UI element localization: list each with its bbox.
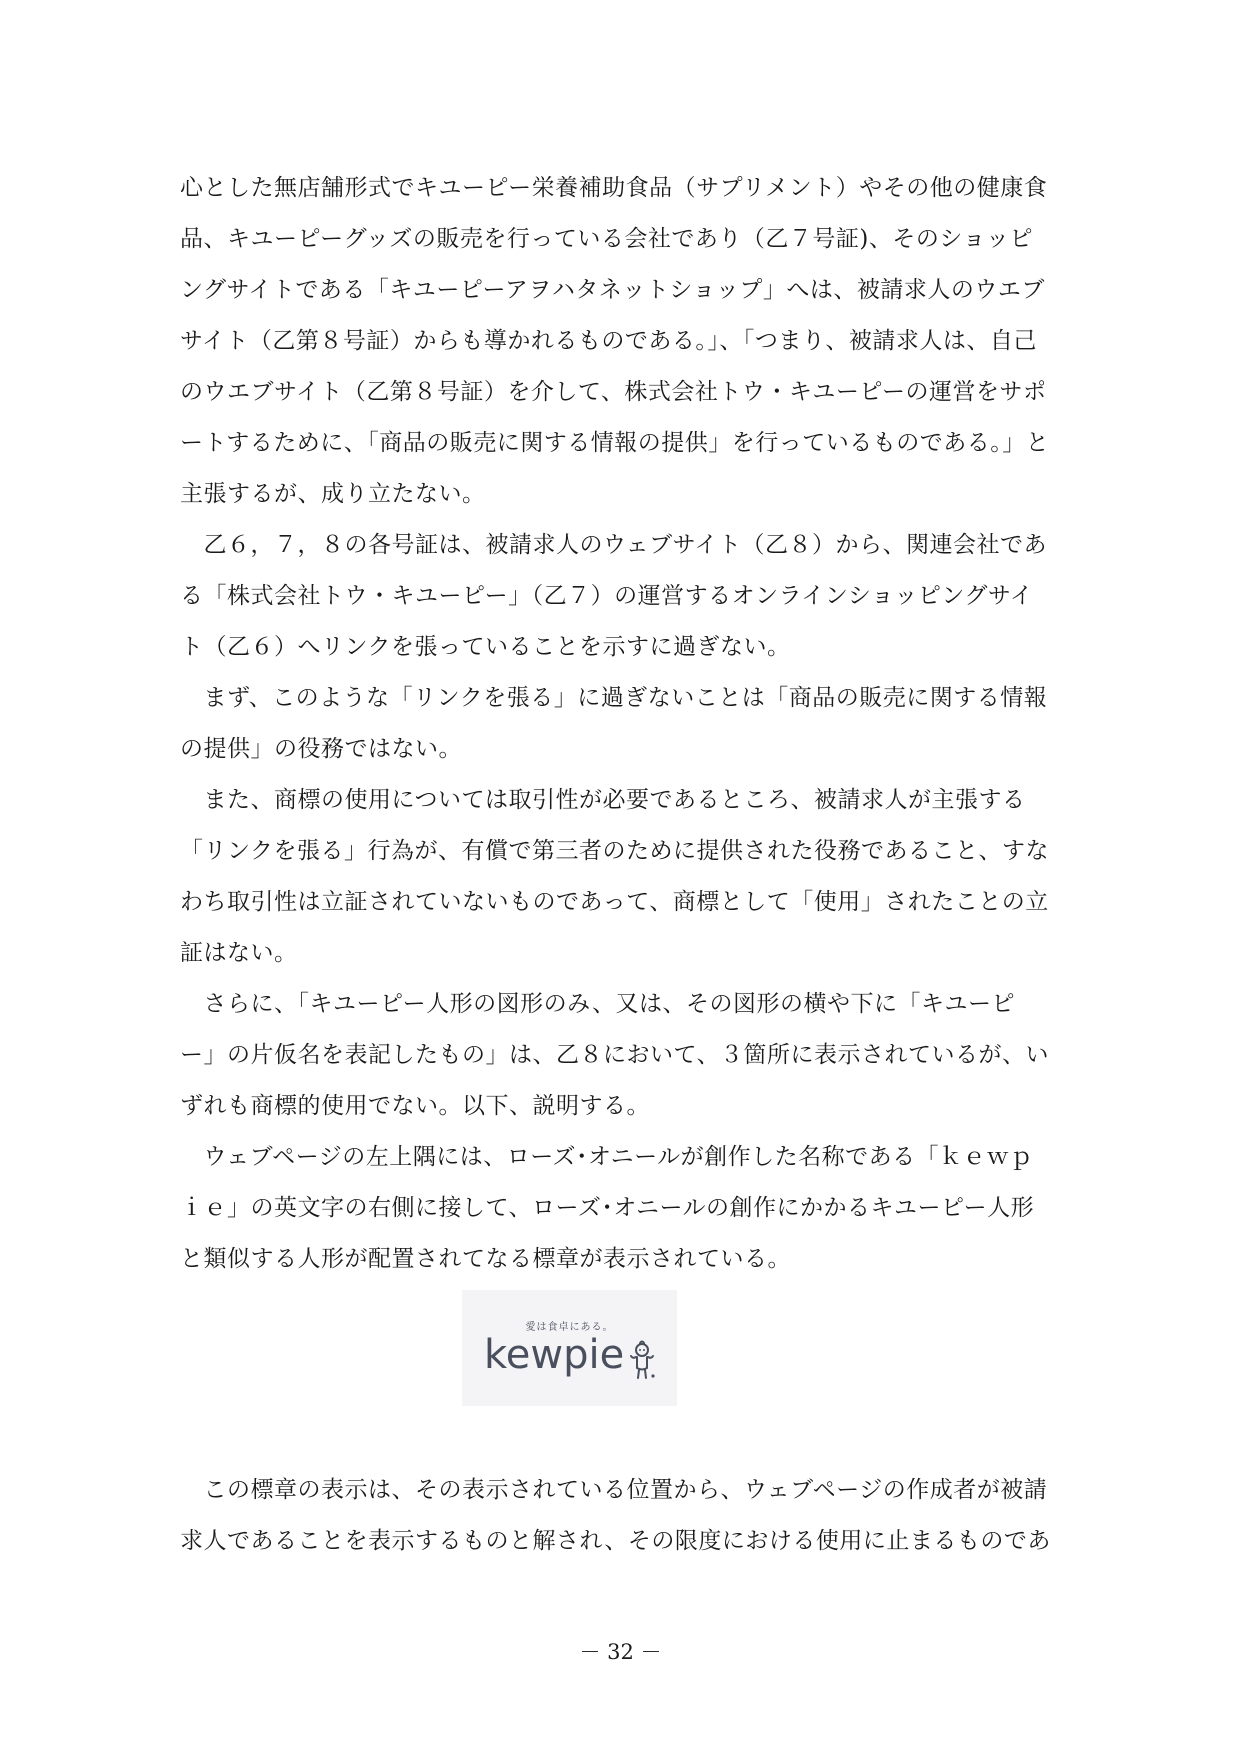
text-line: の提供」の役務ではない。 [180, 736, 462, 762]
text-line: 証はない。 [180, 940, 298, 966]
text-line: 主張するが、成り立たない。 [180, 481, 486, 507]
kewpie-doll-icon [628, 1340, 656, 1382]
text-line: さらに、「キユーピー人形の図形のみ、又は、その図形の横や下に「キユーピ [180, 991, 1015, 1017]
text-line: 求人であることを表示するものと解され、その限度における使用に止まるものであ [180, 1528, 1051, 1554]
text-line: 「リンクを張る」行為が、有償で第三者のために提供された役務であること、すな [180, 838, 1050, 864]
text-line: ｉｅ」の英文字の右側に接して、ローズ･オニールの創作にかかるキユーピー人形 [180, 1195, 1035, 1221]
body-text-lower [180, 1465, 1100, 1567]
text-line: 品、キユーピーグッズの販売を行っている会社であり（乙７号証)、そのショッピ [180, 226, 1033, 252]
text-line: と類似する人形が配置されてなる標章が表示されている。 [180, 1246, 791, 1272]
text-line: ずれも商標的使用でない。以下、説明する。 [180, 1093, 650, 1119]
text-line: 乙６，７，８の各号証は、被請求人のウェブサイト（乙８）から、関連会社であ [180, 532, 1047, 558]
logo-wordmark: kewpie [484, 1332, 625, 1378]
text-line: 心とした無店舗形式でキユーピー栄養補助食品（サプリメント）やその他の健康食 [180, 175, 1048, 201]
text-line: る「株式会社トウ・キユーピー」（乙７）の運営するオンラインショッピングサイ [180, 583, 1034, 609]
text-line: ウェブページの左上隅には、ローズ･オニールが創作した名称である「ｋｅｗｐ [180, 1144, 1034, 1170]
text-line: まず、このような「リンクを張る」に過ぎないことは「商品の販売に関する情報 [180, 685, 1048, 711]
text-line: ー」の片仮名を表記したもの」は、乙８において、３箇所に表示されているが、い [180, 1042, 1050, 1068]
text-line: ト（乙６）へリンクを張っていることを示すに過ぎない。 [180, 634, 791, 660]
text-line: この標章の表示は、その表示されている位置から、ウェブページの作成者が被請 [180, 1477, 1048, 1503]
kewpie-logo-image [462, 1290, 677, 1406]
logo-tagline: 愛は食卓にある。 [525, 1322, 614, 1333]
text-line: また、商標の使用については取引性が必要であるところ、被請求人が主張する [180, 787, 1026, 813]
text-line: ングサイトである「キユーピーアヲハタネットショップ」へは、被請求人のウエブ [180, 277, 1045, 303]
text-line: わち取引性は立証されていないものであって、商標として「使用」されたことの立 [180, 889, 1049, 915]
text-line: のウエブサイト（乙第８号証）を介して、株式会社トウ・キユーピーの運営をサポ [180, 379, 1047, 405]
page-number: － 32 － [579, 1640, 662, 1664]
body-text-upper [180, 163, 1100, 1285]
text-line: ートするために、「商品の販売に関する情報の提供」を行っているものである。」と [180, 430, 1050, 456]
text-line: サイト（乙第８号証）からも導かれるものである。」、「つまり、被請求人は、自己 [180, 328, 1037, 354]
